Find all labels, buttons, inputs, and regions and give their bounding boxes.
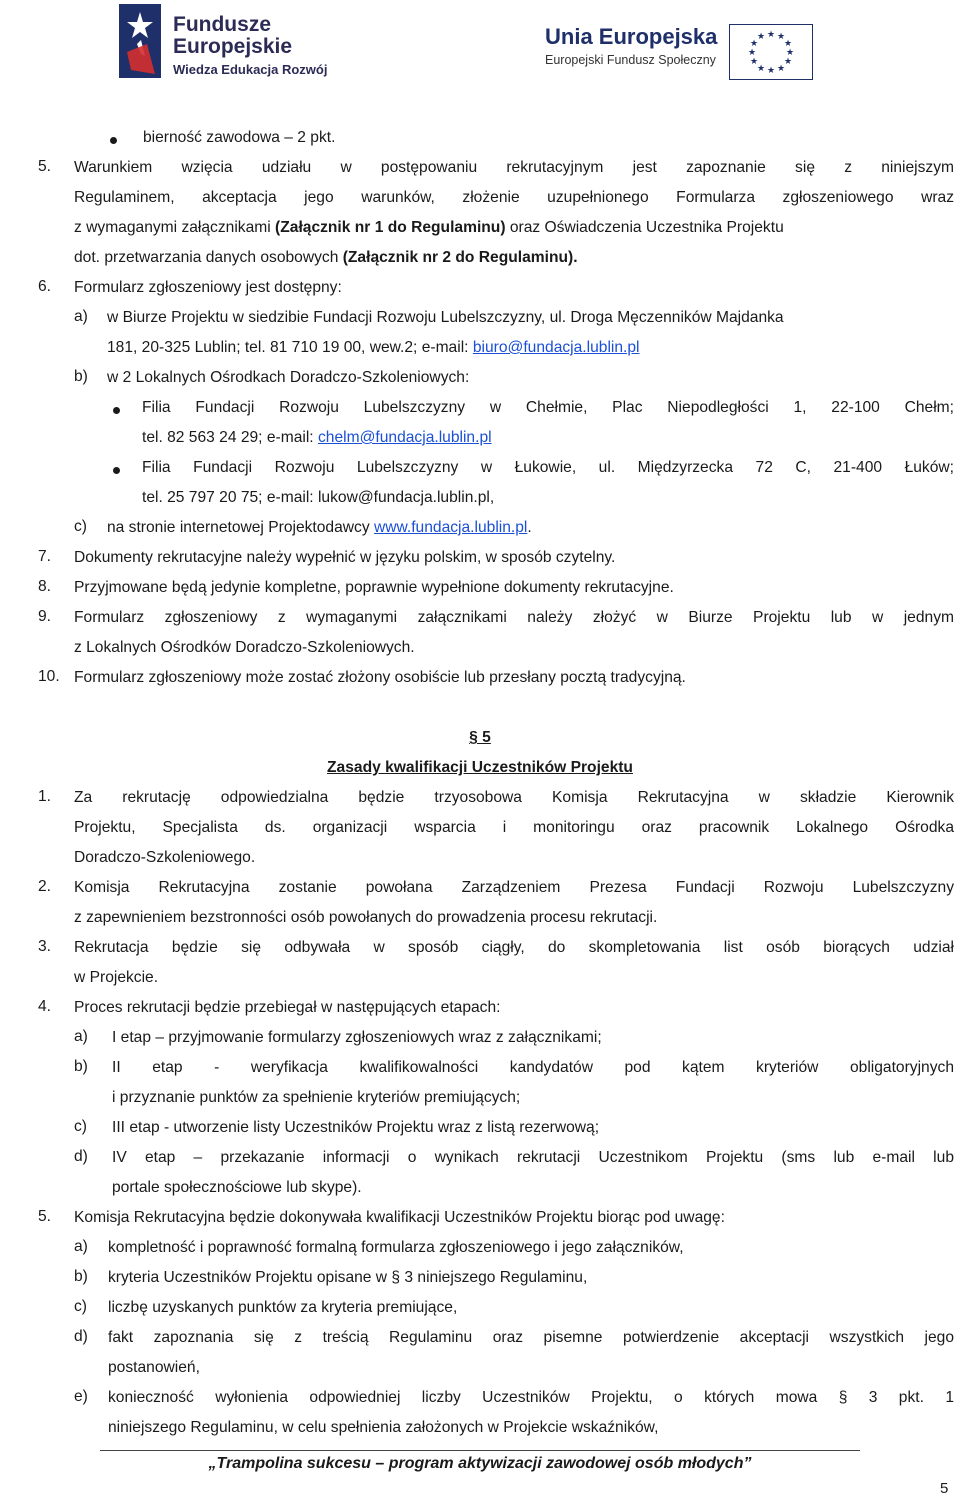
text-line: IV etap – przekazanie informacji o wynikach rekrutacji Uczestnikom Projektu (sms lub e-mail lub (112, 1149, 954, 1166)
section-number (0, 728, 960, 748)
text-line: Przyjmowane będą jedynie kompletne, poprawnie wypełnione dokumenty rekrutacyjne. (74, 579, 674, 596)
list-letter: a) (74, 1028, 88, 1045)
text-line: Formularz zgłoszeniowy z wymaganymi załącznikami należy złożyć w Biurze Projektu lub w jednym (74, 609, 954, 626)
text-line: tel. 25 797 20 75; e-mail: lukow@fundacja.lublin.pl, (142, 489, 495, 506)
text-span: z wymaganymi załącznikami (74, 219, 276, 236)
list-letter: c) (74, 1118, 87, 1135)
svg-text:★: ★ (748, 48, 757, 58)
text-line: Regulaminem, akceptacja jego warunków, złożenie uzupełnionego Formularza zgłoszeniowego wraz (74, 189, 954, 206)
text-line: III etap - utworzenie listy Uczestników Projektu wraz z listą rezerwową; (112, 1119, 600, 1136)
attachment-ref: (Załącznik nr 1 do Regulaminu) (275, 219, 506, 236)
text-line: Projektu, Specjalista ds. organizacji wsparcia i monitoringu oraz pracownik Lokalnego Ośrodka (74, 819, 954, 836)
text-line (74, 248, 578, 268)
list-number: 7. (38, 548, 52, 565)
text-line (142, 428, 492, 448)
fe-subtitle: Wiedza Edukacja Rozwój (173, 62, 328, 77)
text-line: postanowień, (108, 1359, 200, 1376)
svg-text:★: ★ (784, 39, 793, 49)
svg-text:★: ★ (784, 57, 793, 67)
list-letter: d) (74, 1328, 88, 1345)
email-link-biuro[interactable]: biuro@fundacja.lublin.pl (472, 339, 640, 356)
text-line: z zapewnieniem bezstronności osób powołanych do prowadzenia procesu rekrutacji. (74, 909, 658, 926)
list-letter: a) (74, 308, 88, 325)
svg-text:★: ★ (757, 32, 766, 42)
fundusze-europejskie-logo (117, 4, 327, 78)
text-line: Warunkiem wzięcia udziału w postępowaniu rekrutacyjnym jest zapoznanie się z niniejszym (74, 159, 954, 176)
website-link[interactable]: www.fundacja.lublin.pl (373, 519, 528, 536)
list-letter: c) (74, 518, 87, 535)
bullet-dot (113, 407, 120, 414)
text-line: bierność zawodowa – 2 pkt. (143, 129, 336, 146)
text-line (107, 338, 640, 358)
header-logos (0, 0, 960, 100)
page-number: 5 (940, 1480, 949, 1497)
svg-text:★: ★ (750, 39, 759, 49)
list-letter: e) (74, 1388, 88, 1405)
unia-europejska-logo (545, 24, 813, 80)
text-span: oraz Oświadczenia Uczestnika Projektu (505, 219, 784, 236)
text-line: kompletność i poprawność formalną formularza zgłoszeniowego i jego załączników, (108, 1239, 684, 1256)
svg-text:★: ★ (767, 66, 776, 76)
text-line: z Lokalnych Ośrodków Doradczo-Szkoleniowych. (74, 639, 415, 656)
text-line: w Projekcie. (74, 969, 159, 986)
text-span: na stronie internetowej Projektodawcy (107, 519, 374, 536)
svg-text:★: ★ (750, 57, 759, 67)
text-line: Dokumenty rekrutacyjne należy wypełnić w języku polskim, w sposób czytelny. (74, 549, 616, 566)
fe-title-2: Europejskie (173, 35, 293, 58)
period: . (527, 519, 532, 536)
list-letter: b) (74, 1268, 88, 1285)
text-line: I etap – przyjmowanie formularzy zgłoszeniowych wraz z załącznikami; (112, 1029, 602, 1046)
text-line (74, 218, 784, 238)
text-line: Komisja Rekrutacyjna będzie dokonywała kwalifikacji Uczestników Projektu biorąc pod uwagę: (74, 1209, 725, 1226)
text-line: konieczność wyłonienia odpowiedniej liczby Uczestników Projektu, o których mowa § 3 pkt. 1 (108, 1389, 954, 1406)
text-line: portale społecznościowe lub skype). (112, 1179, 362, 1196)
text-line: w Biurze Projektu w siedzibie Fundacji Rozwoju Lubelszczyzny, ul. Droga Męczenników Majdanka (107, 309, 784, 326)
footer-divider (100, 1450, 860, 1451)
section-symbol: § 5 (469, 729, 491, 746)
list-number: 5. (38, 158, 52, 175)
eu-flag-icon (729, 24, 813, 80)
list-number: 1. (38, 788, 52, 805)
text-line: liczbę uzyskanych punktów za kryteria premiujące, (108, 1299, 458, 1316)
list-number: 5. (38, 1208, 52, 1225)
list-number: 4. (38, 998, 52, 1015)
text-line: niniejszego Regulaminu, w celu spełnienia założonych w Projekcie wskaźników, (108, 1419, 659, 1436)
list-number: 2. (38, 878, 52, 895)
text-span: tel. 82 563 24 29; e-mail: (142, 429, 318, 446)
svg-text:★: ★ (786, 48, 795, 58)
list-letter: d) (74, 1148, 88, 1165)
text-line: Proces rekrutacji będzie przebiegał w następujących etapach: (74, 999, 501, 1016)
text-line: w 2 Lokalnych Ośrodkach Doradczo-Szkoleniowych: (107, 369, 470, 386)
list-letter: a) (74, 1238, 88, 1255)
text-line: Formularz zgłoszeniowy może zostać złożony osobiście lub przesłany pocztą tradycyjną. (74, 669, 686, 686)
svg-text:★: ★ (777, 32, 786, 42)
text-line: kryteria Uczestników Projektu opisane w § 3 niniejszego Regulaminu, (108, 1269, 588, 1286)
list-letter: b) (74, 1058, 88, 1075)
text-line: II etap - weryfikacja kwalifikowalności kandydatów pod kątem kryteriów obligatoryjnych (112, 1059, 954, 1076)
text-line: Doradczo-Szkoleniowego. (74, 849, 256, 866)
text-span: dot. przetwarzania danych osobowych (74, 249, 343, 266)
text-span: 181, 20-325 Lublin; tel. 81 710 19 00, wew.2; e-mail: (107, 339, 473, 356)
svg-text:★: ★ (777, 64, 786, 74)
text-line: Za rekrutację odpowiedzialna będzie trzyosobowa Komisja Rekrutacyjna w składzie Kierownik (74, 789, 954, 806)
section-title (0, 758, 960, 778)
bullet-dot (110, 137, 117, 144)
ue-title: Unia Europejska (545, 24, 718, 49)
list-number: 3. (38, 938, 52, 955)
text-line: Formularz zgłoszeniowy jest dostępny: (74, 279, 342, 296)
svg-text:★: ★ (767, 30, 776, 40)
text-line: i przyznanie punktów za spełnienie kryteriów premiujących; (112, 1089, 521, 1106)
list-letter: b) (74, 368, 88, 385)
text-line (107, 518, 532, 538)
footer-text: „Trampolina sukcesu – program aktywizacji zawodowej osób młodych” (208, 1455, 752, 1472)
svg-text:★: ★ (757, 64, 766, 74)
text-line: Filia Fundacji Rozwoju Lubelszczyzny w Chełmie, Plac Niepodległości 1, 22-100 Chełm; (142, 399, 954, 416)
list-number: 6. (38, 278, 52, 295)
list-number: 10. (38, 668, 60, 685)
text-line: fakt zapoznania się z treścią Regulaminu oraz pisemne potwierdzenie akceptacji wszystkich jego (108, 1329, 954, 1346)
fe-title-1: Fundusze (173, 13, 271, 36)
section-title-text: Zasady kwalifikacji Uczestników Projektu (327, 759, 633, 776)
text-line: Rekrutacja będzie się odbywała w sposób ciągły, do skompletowania list osób biorących udział (74, 939, 954, 956)
attachment-ref: (Załącznik nr 2 do Regulaminu). (342, 249, 578, 266)
bullet-dot (113, 467, 120, 474)
list-letter: c) (74, 1298, 87, 1315)
ue-subtitle: Europejski Fundusz Społeczny (545, 53, 716, 67)
email-link-chelm[interactable]: chelm@fundacja.lublin.pl (317, 429, 492, 446)
fe-star-icon (117, 4, 163, 78)
text-line: Komisja Rekrutacyjna zostanie powołana Zarządzeniem Prezesa Fundacji Rozwoju Lubelszczyzny (74, 879, 954, 896)
list-number: 9. (38, 608, 52, 625)
list-number: 8. (38, 578, 52, 595)
text-line: Filia Fundacji Rozwoju Lubelszczyzny w Łukowie, ul. Międzyrzecka 72 C, 21-400 Łuków; (142, 459, 954, 476)
